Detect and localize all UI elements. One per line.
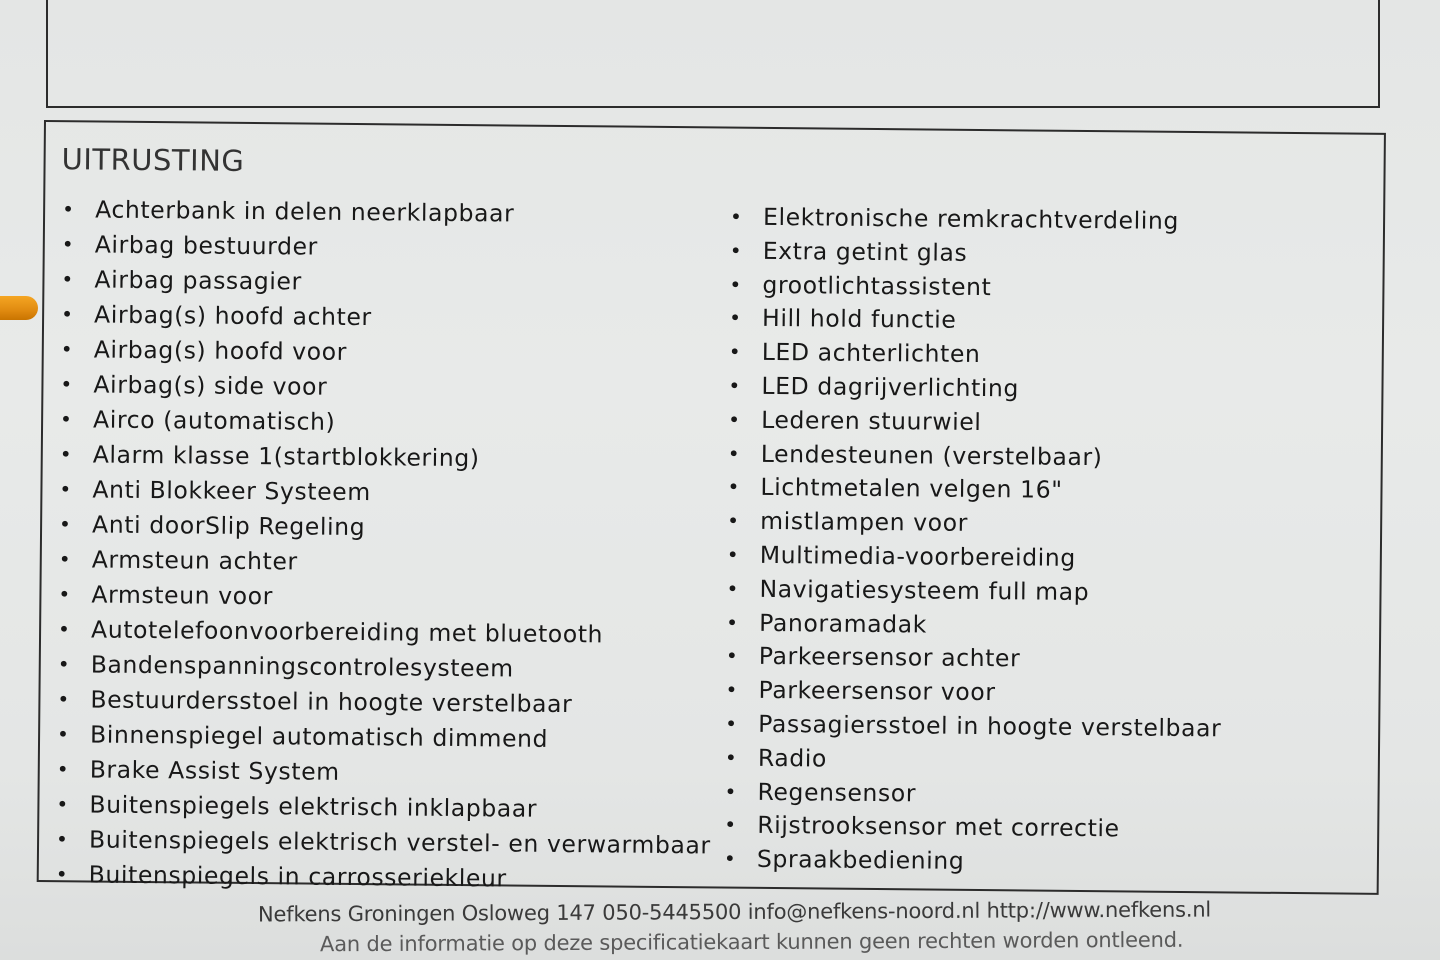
equipment-item: • Airbag(s) hoofd voor	[94, 332, 716, 373]
equipment-item: • Spraakbediening	[757, 843, 1220, 881]
equipment-item: • Passagiersstoel in hoogte verstelbaar	[758, 708, 1221, 746]
equipment-item: • Airbag(s) hoofd achter	[94, 297, 716, 338]
equipment-item: • Regensensor	[757, 775, 1220, 813]
equipment-item: • Airco (automatisch)	[93, 402, 715, 443]
equipment-item: • Anti doorSlip Regeling	[92, 507, 714, 548]
equipment-item: • Parkeersensor voor	[758, 674, 1221, 712]
equipment-item: • Extra getint glas	[763, 235, 1226, 273]
equipment-item: • Parkeersensor achter	[759, 640, 1222, 678]
equipment-item: • Armsteun voor	[91, 577, 713, 618]
equipment-item: • Buitenspiegels elektrisch verstel- en verwarmbaar	[89, 822, 711, 863]
equipment-item: • Armsteun achter	[92, 542, 714, 583]
top-section-box	[46, 0, 1380, 108]
equipment-item: • Elektronische remkrachtverdeling	[763, 201, 1226, 239]
equipment-item: • Airbag passagier	[94, 262, 716, 303]
equipment-item: • Lichtmetalen velgen 16"	[760, 471, 1223, 509]
equipment-item: • Alarm klasse 1(startblokkering)	[93, 437, 715, 478]
equipment-item: • mistlampen voor	[760, 505, 1223, 543]
binder-ring	[0, 296, 38, 320]
equipment-item: • Buitenspiegels elektrisch inklapbaar	[89, 787, 711, 828]
equipment-item: • Bandenspanningscontrolesysteem	[91, 647, 713, 688]
equipment-item: • Hill hold functie	[762, 302, 1225, 340]
equipment-section	[37, 120, 1386, 895]
equipment-item: • LED dagrijverlichting	[761, 370, 1224, 408]
equipment-item: • Radio	[758, 742, 1221, 780]
equipment-list-right	[757, 201, 1227, 881]
footer-disclaimer: Aan de informatie op deze specificatiekaart kunnen geen rechten worden ontleend.	[319, 927, 1184, 957]
footer-contact: Nefkens Groningen Osloweg 147 050-5445500 info@nefkens-noord.nl http://www.nefkens.nl	[257, 897, 1212, 927]
equipment-item: • Airbag bestuurder	[95, 227, 717, 268]
equipment-item: • Airbag(s) side voor	[93, 367, 715, 408]
equipment-item: • Navigatiesysteem full map	[759, 573, 1222, 611]
equipment-item: • LED achterlichten	[762, 336, 1225, 374]
equipment-item: • Autotelefoonvoorbereiding met bluetooth	[91, 612, 713, 653]
equipment-item: • grootlichtassistent	[762, 268, 1225, 306]
equipment-item: • Binnenspiegel automatisch dimmend	[90, 717, 712, 758]
equipment-list-left	[89, 192, 717, 898]
section-title: UITRUSTING	[61, 142, 245, 178]
equipment-item: • Bestuurdersstoel in hoogte verstelbaar	[90, 682, 712, 723]
equipment-item: • Buitenspiegels in carrosseriekleur	[89, 857, 711, 898]
equipment-item: • Lendesteunen (verstelbaar)	[761, 437, 1224, 475]
equipment-item: • Lederen stuurwiel	[761, 404, 1224, 442]
equipment-item: • Multimedia-voorbereiding	[760, 539, 1223, 577]
equipment-item: • Achterbank in delen neerklapbaar	[95, 192, 717, 233]
equipment-item: • Brake Assist System	[90, 752, 712, 793]
equipment-item: • Anti Blokkeer Systeem	[92, 472, 714, 513]
equipment-item: • Panoramadak	[759, 606, 1222, 644]
equipment-item: • Rijstrooksensor met correctie	[757, 809, 1220, 847]
